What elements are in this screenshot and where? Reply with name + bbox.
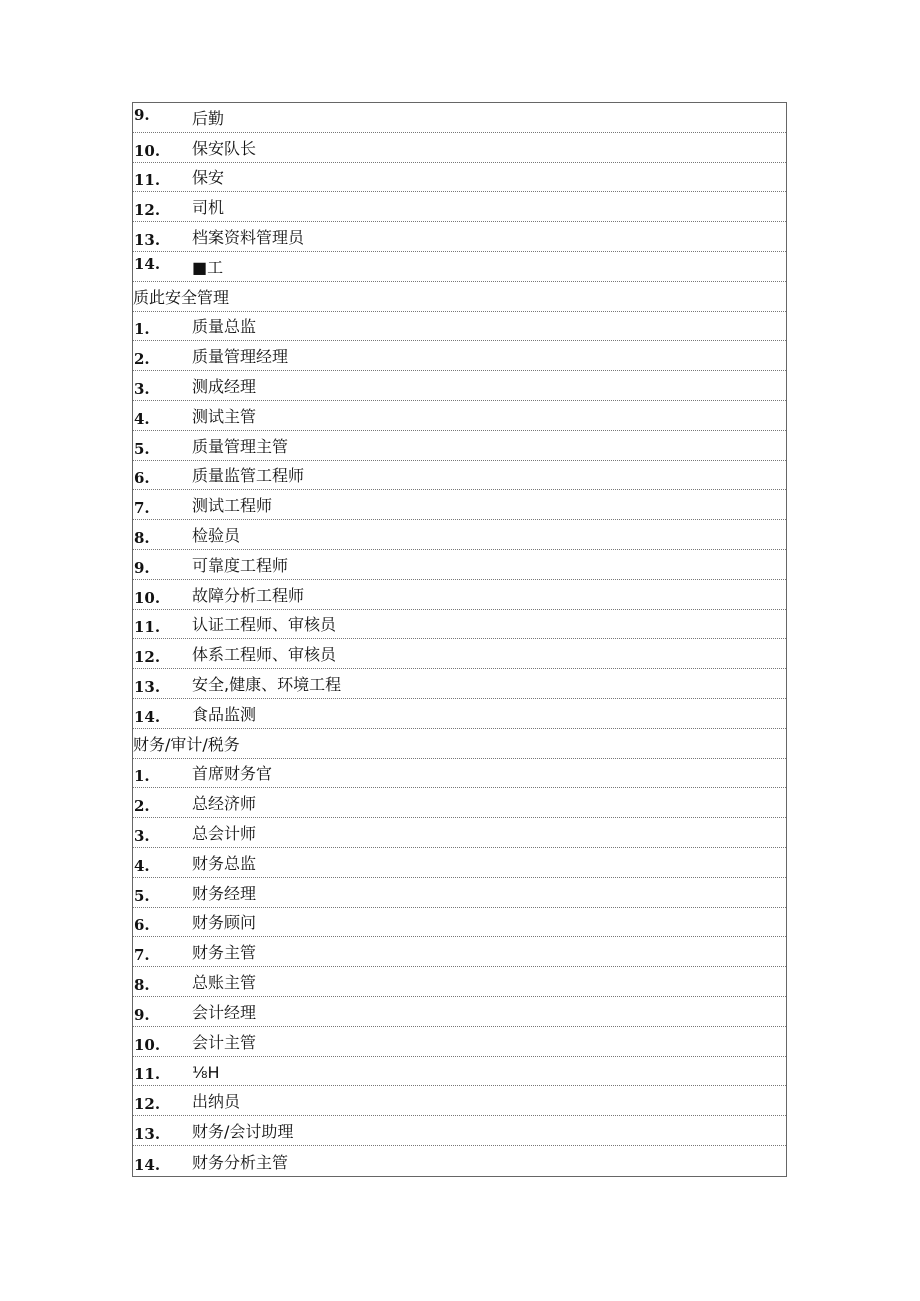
job-title: ■工 <box>192 257 224 277</box>
table-row <box>133 550 786 580</box>
table-row <box>133 1146 786 1176</box>
job-title: 总会计师 <box>192 823 257 843</box>
row-number: 14. <box>134 1155 161 1174</box>
job-title: 食品监测 <box>192 704 257 724</box>
job-title: 保安队长 <box>192 138 257 158</box>
table-row <box>133 1116 786 1146</box>
row-number: 6. <box>134 916 150 935</box>
job-title: ⅛H <box>192 1063 220 1083</box>
job-title: 检验员 <box>192 525 241 545</box>
row-number: 6. <box>134 469 150 488</box>
row-number: 10. <box>134 1035 161 1054</box>
job-title: 财务分析主管 <box>192 1152 289 1172</box>
job-title: 质量管理经理 <box>192 347 289 367</box>
job-title: 财务经理 <box>192 883 257 903</box>
table-row <box>133 937 786 967</box>
row-number: 9. <box>134 558 150 577</box>
section-header-row <box>133 282 786 312</box>
job-title: 档案资料管理员 <box>192 227 305 247</box>
job-title-table <box>132 102 787 1177</box>
row-number: 4. <box>134 856 150 875</box>
row-number: 12. <box>134 1095 161 1114</box>
row-number: 12. <box>134 648 161 667</box>
table-row <box>133 461 786 491</box>
row-number: 11. <box>134 1065 161 1084</box>
table-row <box>133 520 786 550</box>
table-row <box>133 878 786 908</box>
job-title: 质量总监 <box>192 317 257 337</box>
row-number: 11. <box>134 171 161 190</box>
job-title: 可靠度工程师 <box>192 555 289 575</box>
row-number: 11. <box>134 618 161 637</box>
table-row <box>133 580 786 610</box>
job-title: 安全,健康、环境工程 <box>192 674 342 694</box>
table-row <box>133 788 786 818</box>
row-number: 7. <box>134 946 150 965</box>
table-row <box>133 639 786 669</box>
job-title: 认证工程师、审核员 <box>192 615 337 635</box>
table-row <box>133 1086 786 1116</box>
table-row <box>133 163 786 193</box>
row-number: 1. <box>134 767 150 786</box>
row-number: 13. <box>134 1124 161 1143</box>
table-row <box>133 371 786 401</box>
job-title: 出纳员 <box>192 1092 241 1112</box>
table-row <box>133 759 786 789</box>
row-number: 2. <box>134 350 150 369</box>
row-number: 8. <box>134 975 150 994</box>
job-title: 故障分析工程师 <box>192 585 305 605</box>
job-title: 测试主管 <box>192 406 257 426</box>
row-number: 8. <box>134 528 150 547</box>
section-header-row <box>133 729 786 759</box>
section-title: 质此安全管理 <box>133 287 230 307</box>
row-number: 14. <box>134 707 161 726</box>
row-number: 7. <box>134 499 150 518</box>
table-row <box>133 610 786 640</box>
job-title: 测试工程师 <box>192 496 273 516</box>
table-row <box>133 669 786 699</box>
row-number: 3. <box>134 826 150 845</box>
job-title: 总经济师 <box>192 794 257 814</box>
row-number: 3. <box>134 379 150 398</box>
job-title: 财务主管 <box>192 943 257 963</box>
table-row <box>133 997 786 1027</box>
job-title: 财务总监 <box>192 853 257 873</box>
job-title: 后勤 <box>192 108 225 128</box>
table-row <box>133 222 786 252</box>
job-title: 总账主管 <box>192 972 257 992</box>
table-row <box>133 1057 786 1087</box>
job-title: 测成经理 <box>192 376 257 396</box>
row-number: 5. <box>134 439 150 458</box>
job-title: 司机 <box>192 198 225 218</box>
table-row <box>133 967 786 997</box>
row-number: 9. <box>134 1005 150 1024</box>
job-title: 财务/会讨助理 <box>192 1121 294 1141</box>
table-row <box>133 312 786 342</box>
table-row <box>133 252 786 282</box>
table-row <box>133 1027 786 1057</box>
job-title: 首席财务官 <box>192 764 273 784</box>
row-number: 4. <box>134 409 150 428</box>
row-number: 10. <box>134 141 161 160</box>
section-title: 财务/审计/税务 <box>133 734 240 754</box>
table-row <box>133 192 786 222</box>
job-title: 体系工程师、审核员 <box>192 645 337 665</box>
row-number: 5. <box>134 886 150 905</box>
row-number: 13. <box>134 677 161 696</box>
table-row <box>133 103 786 133</box>
table-row <box>133 699 786 729</box>
table-row <box>133 401 786 431</box>
row-number: 1. <box>134 320 150 339</box>
row-number: 9. <box>134 105 150 124</box>
job-title: 会计经理 <box>192 1002 257 1022</box>
table-row <box>133 341 786 371</box>
job-title: 质量管理主管 <box>192 436 289 456</box>
job-title: 质量监管工程师 <box>192 466 305 486</box>
table-row <box>133 490 786 520</box>
job-title: 财务顾问 <box>192 913 257 933</box>
row-number: 12. <box>134 201 161 220</box>
job-title: 会计主管 <box>192 1032 257 1052</box>
table-row <box>133 908 786 938</box>
table-row <box>133 848 786 878</box>
job-title: 保安 <box>192 168 225 188</box>
table-row <box>133 818 786 848</box>
row-number: 2. <box>134 797 150 816</box>
table-row <box>133 431 786 461</box>
table-row <box>133 133 786 163</box>
row-number: 10. <box>134 588 161 607</box>
row-number: 14. <box>134 254 161 273</box>
row-number: 13. <box>134 230 161 249</box>
